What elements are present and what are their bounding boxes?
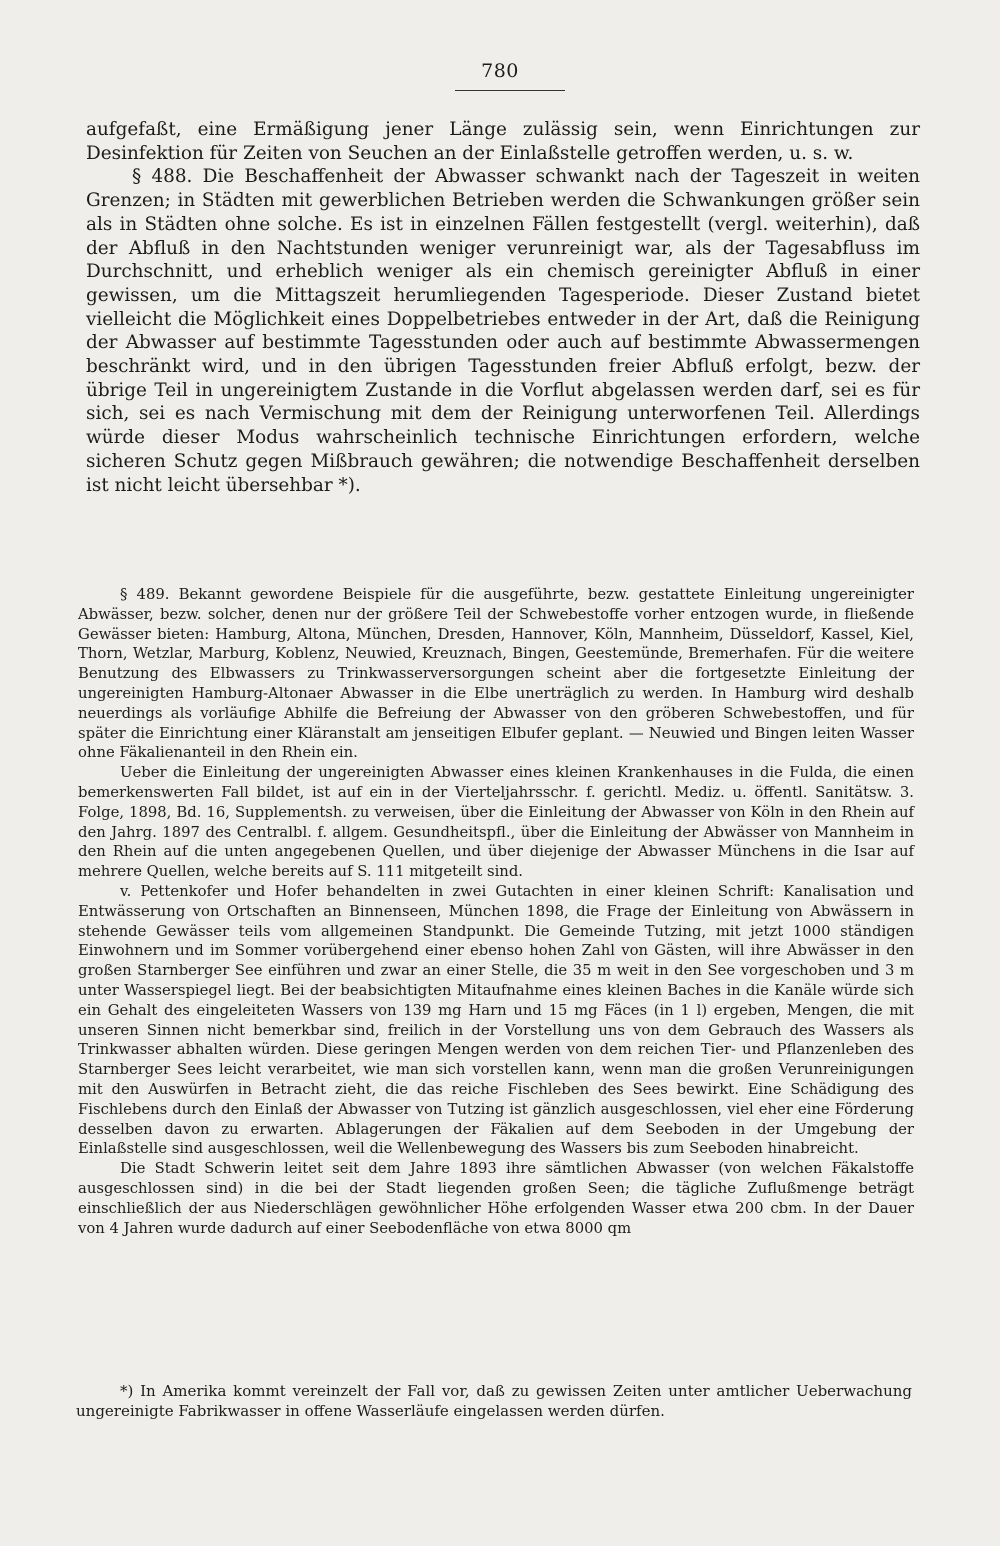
- paragraph-schwerin: Die Stadt Schwerin leitet seit dem Jahre 1893 ihre sämtlichen Abwasser (von welchen Fäkalstoffe ausgeschlossen sind) in die bei der Stadt liegenden großen Seen; die tägliche Zuflußmenge beträgt einschließlich der aus Niederschlägen gewöhnlicher Höhe erfolgenden Wasser etwa 200 cbm. In der Dauer von 4 Jahren wurde dadurch auf einer Seebodenfläche von etwa 8000 qm: [78, 1160, 914, 1237]
- paragraph-section-488: § 488. Die Beschaffenheit der Abwasser schwankt nach der Tageszeit in weiten Grenzen; in Städten mit gewerblichen Betrieben werden die Schwankungen größer sein als in Städten ohne solche. Es ist in einzelnen Fällen festgestellt (vergl. weiterhin), daß der Abfluß in den Nachtstunden weniger verunreinigt war, als der Tagesabfluss im Durchschnitt, und erheblich weniger als ein chemisch gereinigter Abfluß in einer gewissen, um die Mittagszeit herumliegenden Tagesperiode. Dieser Zustand bietet vielleicht die Möglichkeit eines Doppelbetriebes entweder in der Art, daß die Reinigung der Abwasser auf bestimmte Tagesstunden oder auch auf bestimmte Abwassermengen beschränkt wird, und in den übrigen Tagesstunden freier Abfluß erfolgt, bezw. der übrige Teil in ungereinigtem Zustande in die Vorflut abgelassen werden darf, sei es für sich, sei es nach Vermischung mit dem der Reinigung unterworfenen Teil. Allerdings würde dieser Modus wahrscheinlich technische Einrichtungen erfordern, welche sicheren Schutz gegen Mißbrauch gewähren; die notwendige Beschaffenheit derselben ist nicht leicht übersehbar *).: [86, 166, 920, 496]
- small-print-section: [78, 585, 914, 1238]
- footnote-text: *) In Amerika kommt vereinzelt der Fall vor, daß zu gewissen Zeiten unter amtlicher Ueberwachung ungereinigte Fabrikwasser in offene Wasserläufe eingelassen werden dürfen.: [76, 1382, 912, 1420]
- page-number-rule: [455, 90, 565, 91]
- footnote: [76, 1382, 912, 1422]
- main-text: [86, 118, 920, 497]
- page-number: 780: [481, 60, 519, 82]
- paragraph-fulda-koeln: Ueber die Einleitung der ungereinigten Abwasser eines kleinen Krankenhauses in die Fulda, die einen bemerkenswerten Fall bildet, ist auf ein in der Vierteljahrsschr. f. gerichtl. Mediz. u. öffentl. Sanitätsw. 3. Folge, 1898, Bd. 16, Supplementsh. zu verweisen, über die Einleitung der Abwasser von Köln in den Rhein auf den Jahrg. 1897 des Centralbl. f. allgem. Gesundheitspfl., über die Einleitung der Abwässer von Mannheim in den Rhein auf die unten angegebenen Quellen, und über diejenige der Abwasser Münchens in die Isar auf mehrere Quellen, welche bereits auf S. 111 mitgeteilt sind.: [78, 764, 914, 881]
- paragraph-section-489: § 489. Bekannt gewordene Beispiele für die ausgeführte, bezw. gestattete Einleitung ungereinigter Abwässer, bezw. solcher, denen nur der größere Teil der Schwebestoffe vorher entzogen wurde, in fließende Gewässer bieten: Hamburg, Altona, München, Dresden, Hannover, Köln, Mannheim, Düsseldorf, Kassel, Kiel, Thorn, Wetzlar, Marburg, Koblenz, Neuwied, Kreuznach, Bingen, Geestemünde, Bremerhafen. Für die weitere Benutzung des Elbwassers zu Trinkwasserversorgungen scheint aber die fortgesetzte Einleitung der ungereinigten Hamburg-Altonaer Abwasser in die Elbe unerträglich zu werden. In Hamburg wird deshalb neuerdings als vorläufige Abhilfe die Befreiung der Abwasser von den gröberen Schwebestoffen, und für später die Einrichtung einer Kläranstalt am jenseitigen Elbufer geplant. — Neuwied und Bingen leiten Wasser ohne Fäkalienanteil in den Rhein ein.: [78, 586, 914, 762]
- paragraph-pettenkofer: v. Pettenkofer und Hofer behandelten in zwei Gutachten in einer kleinen Schrift: Kanalisation und Entwässerung von Ortschaften an Binnenseen, München 1898, die Frage der Einleitung von Abwässern in stehende Gewässer teils vom allgemeinen Standpunkt. Die Gemeinde Tutzing, mit jetzt 1000 ständigen Einwohnern und im Sommer vorübergehend einer ebenso hohen Zahl von Gästen, will ihre Abwässer in den großen Starnberger See einführen und zwar an einer Stelle, die 35 m weit in den See vorgeschoben und 3 m unter Wasserspiegel liegt. Bei der beabsichtigten Mitaufnahme eines kleinen Baches in die Kanäle würde sich ein Gehalt des eingeleiteten Wassers von 139 mg Harn und 15 mg Fäces (in 1 l) ergeben, Mengen, die mit unseren Sinnen nicht bemerkbar sind, freilich in der Vorstellung uns von dem Gebrauch des Wassers als Trinkwasser abhalten würden. Diese geringen Mengen werden von dem reichen Tier- und Pflanzenleben des Starnberger Sees leicht verarbeitet, wie man sich vorstellen kann, wenn man die großen Verunreinigungen mit den Auswürfen in Betracht zieht, die das reiche Fischleben des Sees bewirkt. Eine Schädigung des Fischlebens durch den Einlaß der Abwasser von Tutzing ist gänzlich ausgeschlossen, viel eher eine Förderung desselben davon zu erwarten. Ablagerungen der Fäkalien auf dem Seeboden in der Umgebung der Einlaßstelle sind ausgeschlossen, weil die Wellenbewegung des Wassers bis zum Seeboden hinabreicht.: [78, 882, 914, 1158]
- paragraph-continuation: aufgefaßt, eine Ermäßigung jener Länge zulässig sein, wenn Einrichtungen zur Desinfektion für Zeiten von Seuchen an der Einlaßstelle getroffen werden, u. s. w.: [86, 119, 920, 164]
